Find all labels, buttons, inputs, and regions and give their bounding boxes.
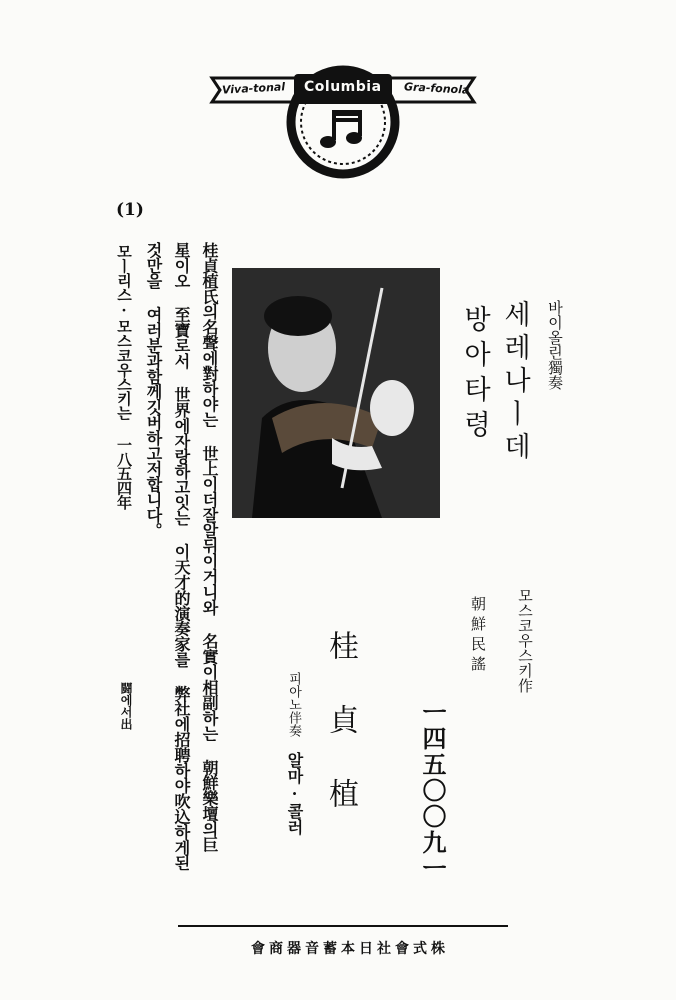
body-text-line: 桂貞植氏의名聲에對하야는 世上이더잘알뒤이거니와 名實이相副하는 朝鮮樂壇의巨	[200, 242, 219, 852]
music-note-icon	[320, 110, 362, 148]
accompanist-name: 알마·콜러	[285, 752, 304, 835]
piece-title-serenade: 세레나ㅣ데	[499, 300, 530, 465]
accompaniment-label: 피아노伴奏	[286, 672, 301, 737]
logo-left-text: Viva-tonal	[221, 80, 286, 97]
record-number: ㅡ四五〇〇九ㅡ	[418, 700, 447, 882]
logo-right-text: Gra-fonola	[403, 80, 470, 97]
piece-title-bangatarung: 방아타령	[459, 305, 490, 445]
instrument-label: 바이올린獨奏	[546, 300, 564, 390]
columbia-logo	[208, 60, 478, 180]
body-text-line: 것만을 여러분과함께깃버하고저합니다。	[144, 242, 163, 538]
side-label: 闘에서出	[119, 682, 133, 730]
artist-name: 桂貞植	[323, 630, 358, 852]
page-number: (1)	[116, 200, 144, 220]
body-text-line: 星이오 至寶로서 世界에자랑하고잇는 이天才的演奏家를 弊社에招聘하야吹込하게된	[172, 242, 191, 871]
logo-brand-text: Columbia	[304, 79, 382, 95]
footer-divider	[178, 925, 508, 927]
violinist-photo	[232, 268, 440, 518]
publisher-footer: 會商器音蓄本日社會式株	[251, 941, 449, 957]
origin-label: 朝鮮民謠	[469, 596, 487, 676]
logo-graphic	[208, 60, 478, 180]
note-text: 모ㅣ리스·모스코우스키는 一八五四年	[115, 244, 133, 510]
composer-credit: 모스코우스키作	[516, 588, 534, 693]
